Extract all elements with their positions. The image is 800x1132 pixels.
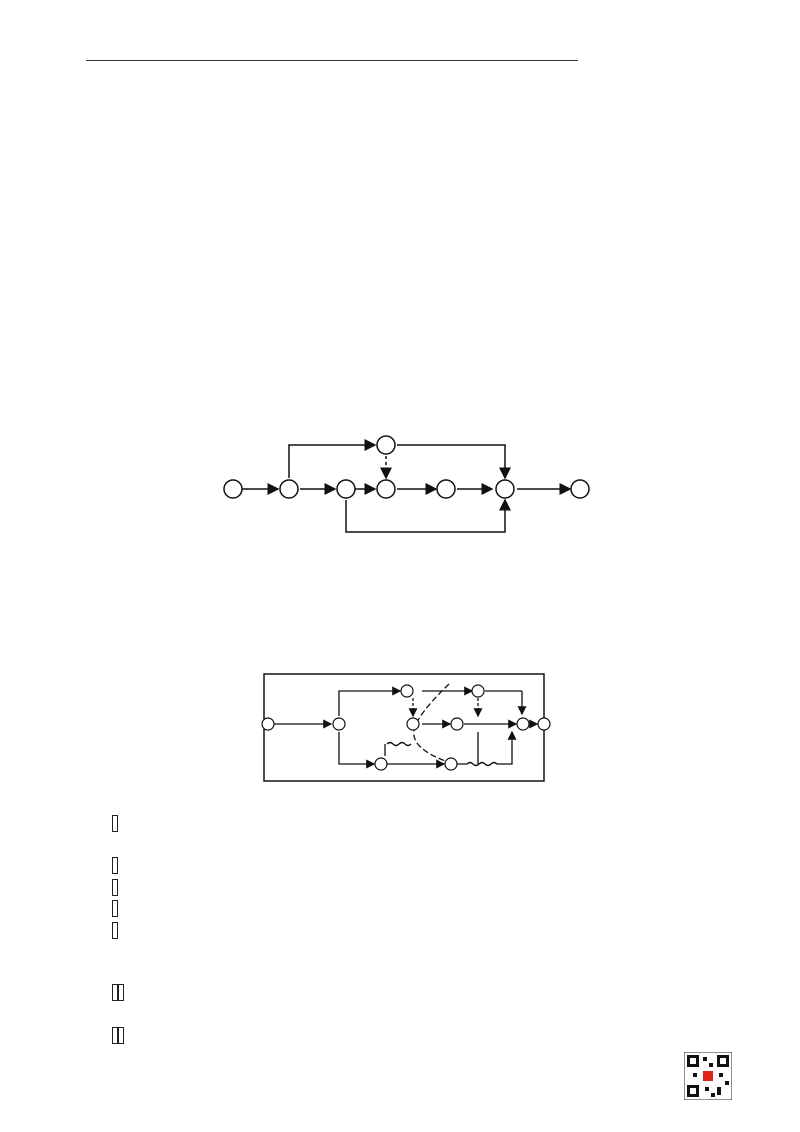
highlight-behind bbox=[118, 984, 124, 1001]
para-4 bbox=[112, 857, 772, 875]
highlight-duration bbox=[112, 922, 118, 939]
highlight-consistent bbox=[118, 1027, 124, 1044]
highlight-total-float bbox=[112, 879, 118, 896]
para-10 bbox=[112, 984, 772, 1002]
highlight-front-line bbox=[112, 900, 118, 917]
highlight-free-float bbox=[112, 857, 118, 874]
network-diagram bbox=[220, 428, 600, 548]
highlight-parameters bbox=[112, 815, 118, 832]
time-scaled-network bbox=[254, 658, 564, 798]
header-rule bbox=[86, 60, 578, 61]
qr-code[interactable] bbox=[684, 1052, 732, 1100]
logo bbox=[586, 30, 736, 78]
para-5 bbox=[112, 879, 772, 897]
para-6 bbox=[112, 900, 772, 918]
para-7 bbox=[112, 922, 772, 940]
para-2 bbox=[112, 815, 772, 833]
para-12 bbox=[112, 1027, 772, 1045]
